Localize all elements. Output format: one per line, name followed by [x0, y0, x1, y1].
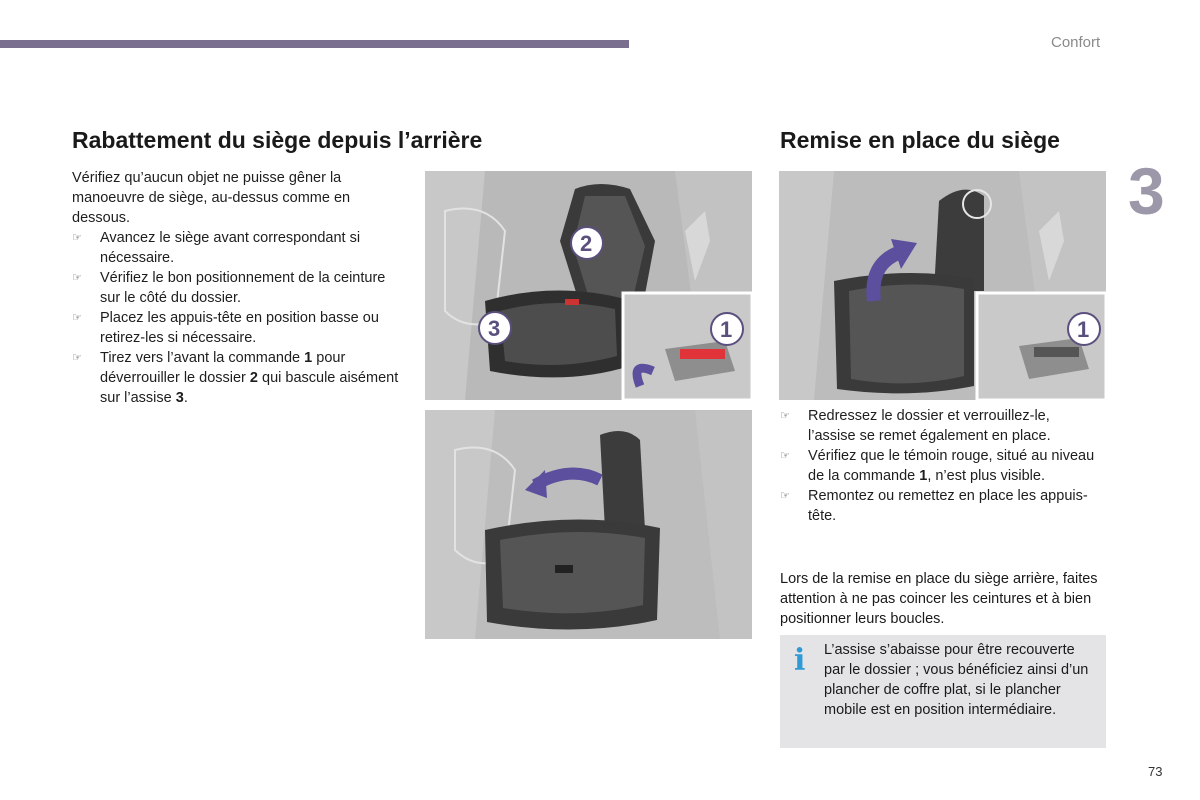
list-item: ☞ Vérifiez le bon positionnement de la ceinture sur le côté du dossier.: [72, 270, 386, 306]
fold-instructions: [72, 168, 407, 408]
list-item: ☞ Avancez le siège avant correspondant si nécessaire.: [72, 230, 361, 266]
label-number-1: 1: [720, 317, 733, 342]
fold-bullet-list: [72, 228, 407, 408]
list-item: ☞ Placez les appuis-tête en position basse ou retirez-les si nécessaire.: [72, 310, 379, 346]
pointing-hand-icon: ☞: [780, 410, 790, 422]
pointing-hand-icon: ☞: [72, 232, 82, 244]
label-number-1: 1: [1077, 317, 1090, 342]
info-box: [780, 635, 1106, 748]
section-label: Confort: [1051, 34, 1101, 51]
page-number: 73: [1148, 764, 1163, 779]
info-icon: i: [794, 643, 806, 678]
info-text: L’assise s’abaisse pour être recouverte par le dossier ; vous bénéficiez ainsi d’un plancher de coffre plat, si le plancher mobile est en position intermédiaire.: [824, 642, 1089, 718]
list-item: ☞ Vérifiez que le témoin rouge, situé au niveau de la commande 1, n’est plus visible.: [780, 448, 1095, 484]
label-number-2: 2: [580, 231, 593, 256]
chapter-number: 3: [1128, 154, 1165, 228]
label-number-3: 3: [488, 316, 501, 341]
header-bar: [0, 40, 629, 48]
pointing-hand-icon: ☞: [780, 490, 790, 502]
pointing-hand-icon: ☞: [72, 352, 82, 364]
list-item: ☞ Redressez le dossier et verrouillez-le, l’assise se remet également en place.: [780, 408, 1051, 444]
section-title-reposition: Remise en place du siège: [780, 127, 1060, 153]
fold-intro: Vérifiez qu’aucun objet ne puisse gêner la manoeuvre de siège, au-dessus comme en dessous.: [72, 170, 351, 226]
warning-marker: [565, 299, 579, 305]
list-item: ☞ Remontez ou remettez en place les appuis-tête.: [780, 488, 1088, 524]
illustration-seat-upright: [425, 171, 752, 400]
reposition-instructions: [780, 406, 1098, 526]
pointing-hand-icon: ☞: [780, 450, 790, 462]
illustration-seat-raise: [779, 171, 1106, 400]
pointing-hand-icon: ☞: [72, 312, 82, 324]
list-item: ☞ Tirez vers l’avant la commande 1 pour déverrouiller le dossier 2 qui bascule aisément sur l’assise 3.: [72, 350, 399, 406]
illustration-seat-folded: [425, 410, 752, 639]
pointing-hand-icon: ☞: [72, 272, 82, 284]
section-title-fold: Rabattement du siège depuis l’arrière: [72, 127, 483, 153]
reposition-bullet-list: [780, 406, 1098, 526]
closing-paragraph: Lors de la remise en place du siège arrière, faites attention à ne pas coincer les ceintures et à bien positionner leurs boucles.: [780, 570, 1098, 627]
